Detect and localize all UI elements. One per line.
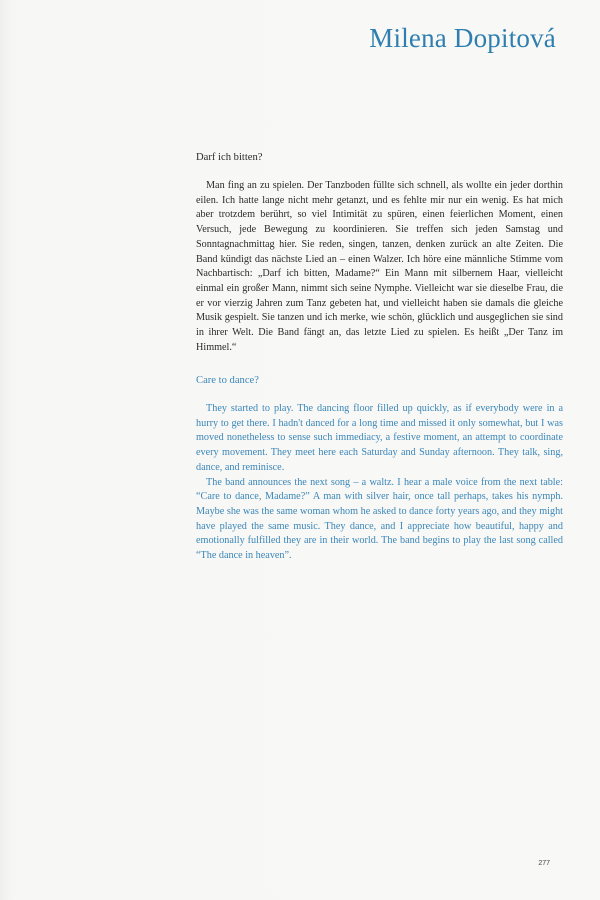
page-number: 277 xyxy=(538,860,550,867)
author-name: Milena Dopitová xyxy=(369,23,556,53)
german-body xyxy=(196,179,563,355)
german-text-section xyxy=(196,151,563,355)
german-title: Darf ich bitten? xyxy=(196,152,263,163)
german-paragraph: Man fing an zu spielen. Der Tanzboden füllte sich schnell, als wollte ein jeder dorthin eilen. Ich hatte lange nicht mehr getanzt, und es fehlte mir nur ein wenig. Es hat mich aber trotzdem berührt, so viel Intimität zu spüren, einen feierlichen Moment, einen Versuch, jede Bewegung zu koordinieren. Sie treffen sich jeden Samstag und Sonntagnachmittag hier. Sie reden, singen, tanzen, denken zurück an alte Zeiten. Die Band kündigt das nächste Lied an – einen Walzer. Ich höre eine männliche Stimme vom Nachbartisch: „Darf ich bitten, Madame?“ Ein Mann mit silbernem Haar, vielleicht einmal ein großer Mann, nimmt sich seine Nymphe. Vielleicht war sie dieselbe Frau, die er vor vierzig Jahren zum Tanz gebeten hat, und vielleicht haben sie damals die gleiche Musik gespielt. Sie tanzen und ich merke, wie schön, glücklich und ausgeglichen sie sind in ihrer Welt. Die Band fängt an, das letzte Lied zu spielen. Es heißt „Der Tanz im Himmel.“ xyxy=(196,180,563,353)
english-title: Care to dance? xyxy=(196,375,259,386)
english-text-section xyxy=(196,374,563,564)
english-paragraph-2: The band announces the next song – a waltz. I hear a male voice from the next table: “Care to dance, Madame?” A man with silver hair, once tall perhaps, takes his nymph. Maybe she was the same woman whom he asked to dance forty years ago, and they might have played the same music. They dance, and I appreciate how beautiful, happy and emotionally fulfilled they are in their world. The band begins to play the last song called “The dance in heaven”. xyxy=(196,476,563,562)
english-body xyxy=(196,402,563,564)
english-paragraph-1: They started to play. The dancing floor filled up quickly, as if everybody were in a hurry to get there. I hadn't danced for a long time and missed it only somewhat, but I was moved nonetheless to sense such immediacy, a festive moment, an attempt to coordinate every movement. They meet here each Saturday and Sunday afternoon. They talk, sing, dance, and reminisce. xyxy=(196,403,563,473)
